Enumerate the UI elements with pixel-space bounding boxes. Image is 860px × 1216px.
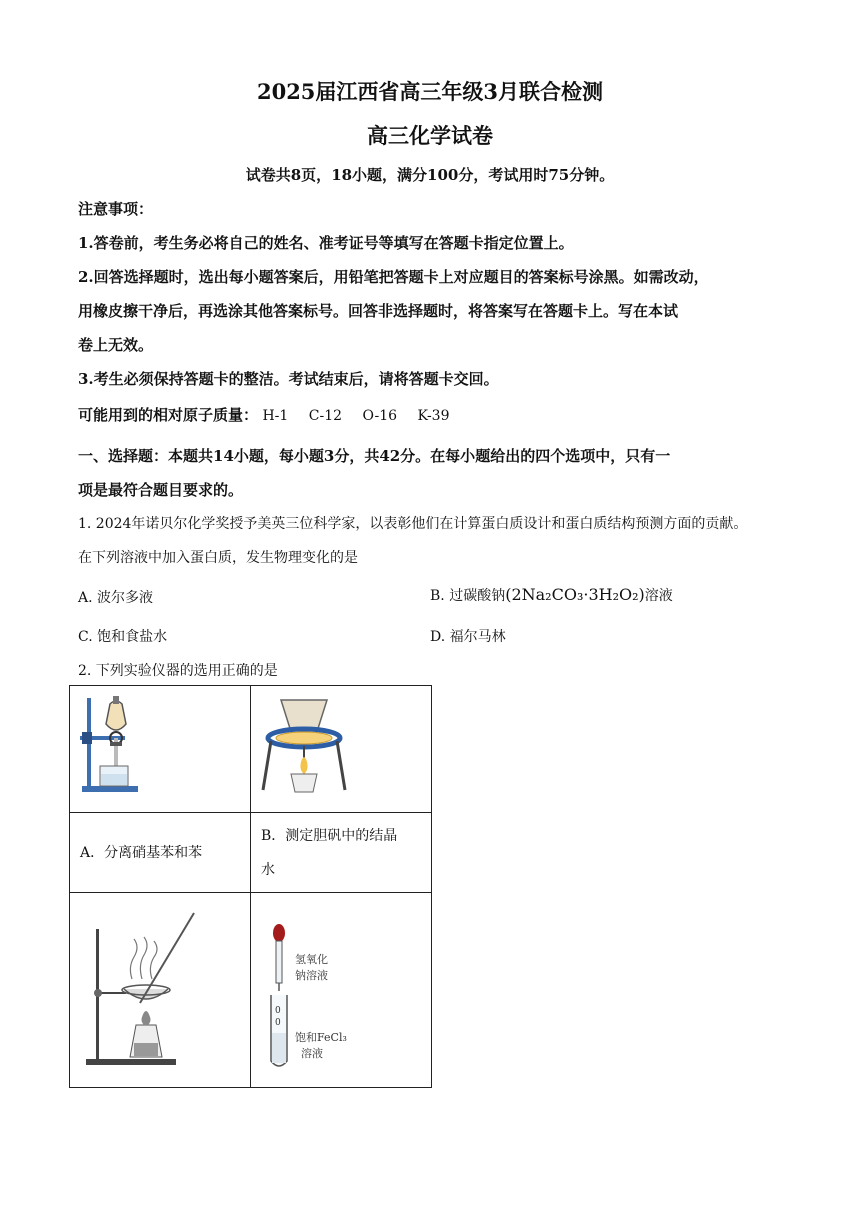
exam-info: 试卷共8页，18小题，满分100分，考试用时75分钟。 <box>245 166 615 184</box>
exam-subject: 高三化学试卷 <box>367 123 493 148</box>
atomic-mass-h: H-1 <box>262 408 289 424</box>
q1-option-d: D. 福尔马林 <box>430 629 506 645</box>
atomic-mass-c: C-12 <box>308 408 343 424</box>
section-1-line-2: 项是最符合题目要求的。 <box>78 481 244 499</box>
q1-option-b-prefix: B. 过碳酸钠 <box>430 588 506 604</box>
svg-text:0: 0 <box>275 1018 281 1028</box>
q1-option-c: C. 饱和食盐水 <box>78 629 168 645</box>
notice-item-3: 3.考生必须保持答题卡的整洁。考试结束后，请将答题卡交回。 <box>78 370 499 388</box>
atomic-mass-k: K-39 <box>417 408 450 424</box>
q1-stem-line-1: 1. 2024年诺贝尔化学奖授予美英三位科学家，以表彰他们在计算蛋白质设计和蛋白质结构预测方面的贡献。 <box>78 516 748 532</box>
notice-item-2-line-1: 2.回答选择题时，选出每小题答案后，用铅笔把答题卡上对应题目的答案标号涂黑。如需改动， <box>78 268 709 286</box>
notice-item-2-line-3: 卷上无效。 <box>78 336 154 354</box>
q1-option-a: A. 波尔多液 <box>78 590 154 606</box>
notice-item-1: 1.答卷前，考生务必将自己的姓名、准考证号等填写在答题卡指定位置上。 <box>78 234 574 252</box>
fecl3-label-line-1: 饱和FeCl₃ <box>295 1031 347 1044</box>
atomic-mass-o: O-16 <box>362 408 398 424</box>
fecl3-label-line-2: 溶液 <box>301 1047 323 1060</box>
q1-option-b-formula: (2Na₂CO₃·3H₂O₂) <box>505 585 645 604</box>
q2-option-b-line-2: 水 <box>261 861 275 878</box>
q2-options-table <box>69 685 432 1088</box>
q2-option-b-text <box>251 813 432 893</box>
q2-image-d-cell <box>251 893 432 1088</box>
notice-item-2-line-2: 用橡皮擦干净后，再选涂其他答案标号。回答非选择题时，将答案写在答题卡上。写在本试 <box>78 302 679 320</box>
q2-stem: 2. 下列实验仪器的选用正确的是 <box>78 663 278 679</box>
evaporating-dish-apparatus-icon <box>70 893 240 1083</box>
svg-text:0: 0 <box>275 1006 281 1016</box>
q2-option-b-line-1: B．测定胆矾中的结晶 <box>261 827 398 844</box>
atomic-mass-values <box>262 408 465 424</box>
notice-heading: 注意事项： <box>78 200 154 218</box>
naoh-label-line-1: 氢氧化 <box>295 953 328 966</box>
exam-title: 2025届江西省高三年级3月联合检测 <box>256 79 604 104</box>
atomic-mass-line <box>78 404 466 425</box>
q1-option-b-suffix: 溶液 <box>644 588 673 604</box>
q1-option-b <box>430 585 673 605</box>
q2-image-c-cell <box>70 893 251 1088</box>
q2-image-a-cell <box>70 686 251 813</box>
atomic-mass-label: 可能用到的相对原子质量： <box>78 406 259 424</box>
q1-stem-line-2: 在下列溶液中加入蛋白质，发生物理变化的是 <box>78 550 358 566</box>
crucible-heating-apparatus-icon <box>251 686 421 808</box>
q2-option-a-text: A．分离硝基苯和苯 <box>70 813 251 893</box>
section-1-line-1: 一、选择题：本题共14小题，每小题3分，共42分。在每小题给出的四个选项中，只有一 <box>78 447 671 465</box>
test-tube-dropper-icon <box>251 893 421 1083</box>
naoh-label-line-2: 钠溶液 <box>295 969 328 982</box>
q2-image-b-cell <box>251 686 432 813</box>
separatory-funnel-apparatus-icon <box>70 686 240 808</box>
